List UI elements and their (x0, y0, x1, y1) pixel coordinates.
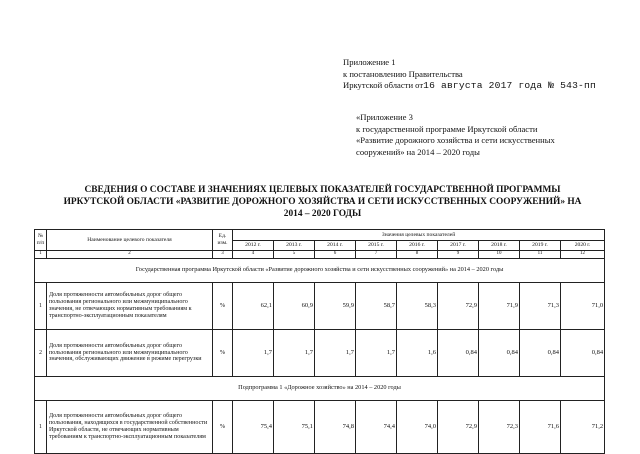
indicator-value: 75,4 (233, 401, 274, 454)
header-year: 2017 г. (438, 241, 479, 251)
table-row (35, 401, 605, 454)
column-number: 10 (479, 251, 520, 259)
column-number: 6 (315, 251, 356, 259)
appendix3-header (356, 112, 555, 158)
column-number: 12 (561, 251, 605, 259)
document-title (40, 184, 605, 220)
row-number: 2 (35, 330, 47, 377)
column-number: 4 (233, 251, 274, 259)
indicator-value: 72,9 (438, 401, 479, 454)
indicator-value: 0,84 (561, 330, 605, 377)
indicator-name: Доля протяженности автомобильных дорог общего пользования, находящихся в государственной собственности Иркутской области, не отвечающих нормативным требованиям к транспортно-эксплуатационным показателям (47, 401, 213, 454)
indicator-value: 60,9 (274, 283, 315, 330)
column-number: 7 (356, 251, 397, 259)
section-title-subprogram: Подпрограмма 1 «Дорожное хозяйство» на 2014 – 2020 годы (35, 377, 605, 401)
header-year: 2020 г. (561, 241, 605, 251)
table-row (35, 283, 605, 330)
header-year: 2019 г. (520, 241, 561, 251)
row-number: 1 (35, 283, 47, 330)
indicator-name: Доля протяженности автомобильных дорог общего пользования регионального или межмуниципального значения, обслуживающих движение в режиме перегрузки (47, 330, 213, 377)
table-row (35, 330, 605, 377)
header-year: 2012 г. (233, 241, 274, 251)
title-line3: 2014 – 2020 ГОДЫ (283, 209, 362, 219)
column-number: 8 (397, 251, 438, 259)
appendix-line1: Приложение 1 (343, 57, 396, 67)
indicators-table (34, 229, 605, 454)
column-number: 11 (520, 251, 561, 259)
indicator-value: 62,1 (233, 283, 274, 330)
column-number: 2 (47, 251, 213, 259)
indicator-value: 1,7 (356, 330, 397, 377)
indicator-value: 1,7 (274, 330, 315, 377)
indicator-value: 74,8 (315, 401, 356, 454)
appendix-line2: к постановлению Правительства (343, 68, 463, 79)
indicator-value: 58,7 (356, 283, 397, 330)
header-values: Значения целевых показателей (233, 230, 605, 241)
indicator-value: 72,3 (479, 401, 520, 454)
column-number: 1 (35, 251, 47, 259)
indicator-unit: % (213, 283, 233, 330)
appendix3-line3: «Развитие дорожного хозяйства и сети искусственных (356, 135, 555, 145)
indicator-value: 71,6 (520, 401, 561, 454)
appendix3-line2: к государственной программе Иркутской области (356, 123, 538, 134)
header-year: 2016 г. (397, 241, 438, 251)
decree-date-stamp: 16 августа 2017 года № 543-пп (423, 80, 596, 91)
indicator-value: 0,84 (438, 330, 479, 377)
indicator-value: 74,4 (356, 401, 397, 454)
header-year: 2014 г. (315, 241, 356, 251)
indicator-value: 75,1 (274, 401, 315, 454)
indicator-value: 0,84 (479, 330, 520, 377)
appendix3-line4: сооружений» на 2014 – 2020 годы (356, 146, 480, 157)
header-unit: Ед. изм. (213, 230, 233, 251)
header-year: 2015 г. (356, 241, 397, 251)
header-num: № п/п (35, 230, 47, 251)
indicator-value: 74,0 (397, 401, 438, 454)
column-number: 5 (274, 251, 315, 259)
indicator-value: 0,84 (520, 330, 561, 377)
appendix3-line1: «Приложение 3 (356, 112, 413, 122)
indicator-value: 1,6 (397, 330, 438, 377)
indicator-unit: % (213, 401, 233, 454)
title-line2: ИРКУТСКОЙ ОБЛАСТИ «РАЗВИТИЕ ДОРОЖНОГО ХОЗЯЙСТВА И СЕТИ ИСКУССТВЕННЫХ СООРУЖЕНИЙ» НА (63, 197, 582, 207)
section-title-program: Государственная программа Иркутской области «Развитие дорожного хозяйства и сети искусственных сооружений» на 2014 – 2020 годы (35, 259, 605, 283)
column-numbers-row (35, 251, 605, 259)
appendix-header (343, 57, 596, 92)
indicator-value: 71,2 (561, 401, 605, 454)
header-year: 2013 г. (274, 241, 315, 251)
indicator-value: 71,9 (479, 283, 520, 330)
section-row-program (35, 259, 605, 283)
header-year: 2018 г. (479, 241, 520, 251)
row-number: 1 (35, 401, 47, 454)
appendix-line3-prefix: Иркутской области от (343, 80, 424, 90)
column-number: 9 (438, 251, 479, 259)
appendix-line3 (343, 80, 596, 92)
section-row-subprogram (35, 377, 605, 401)
indicator-name: Доля протяженности автомобильных дорог общего пользования регионального или межмуниципального значения, не отвечающих нормативным требованиям к транспортно-эксплуатационным показателям (47, 283, 213, 330)
indicator-value: 71,0 (561, 283, 605, 330)
header-name: Наименование целевого показателя (47, 230, 213, 251)
indicator-value: 71,3 (520, 283, 561, 330)
indicator-value: 58,3 (397, 283, 438, 330)
column-number: 3 (213, 251, 233, 259)
indicator-value: 72,9 (438, 283, 479, 330)
title-line1: СВЕДЕНИЯ О СОСТАВЕ И ЗНАЧЕНИЯХ ЦЕЛЕВЫХ ПОКАЗАТЕЛЕЙ ГОСУДАРСТВЕННОЙ ПРОГРАММЫ (84, 185, 561, 195)
indicator-value: 1,7 (233, 330, 274, 377)
header-row-1 (35, 230, 605, 241)
indicator-value: 59,9 (315, 283, 356, 330)
indicator-value: 1,7 (315, 330, 356, 377)
indicator-unit: % (213, 330, 233, 377)
